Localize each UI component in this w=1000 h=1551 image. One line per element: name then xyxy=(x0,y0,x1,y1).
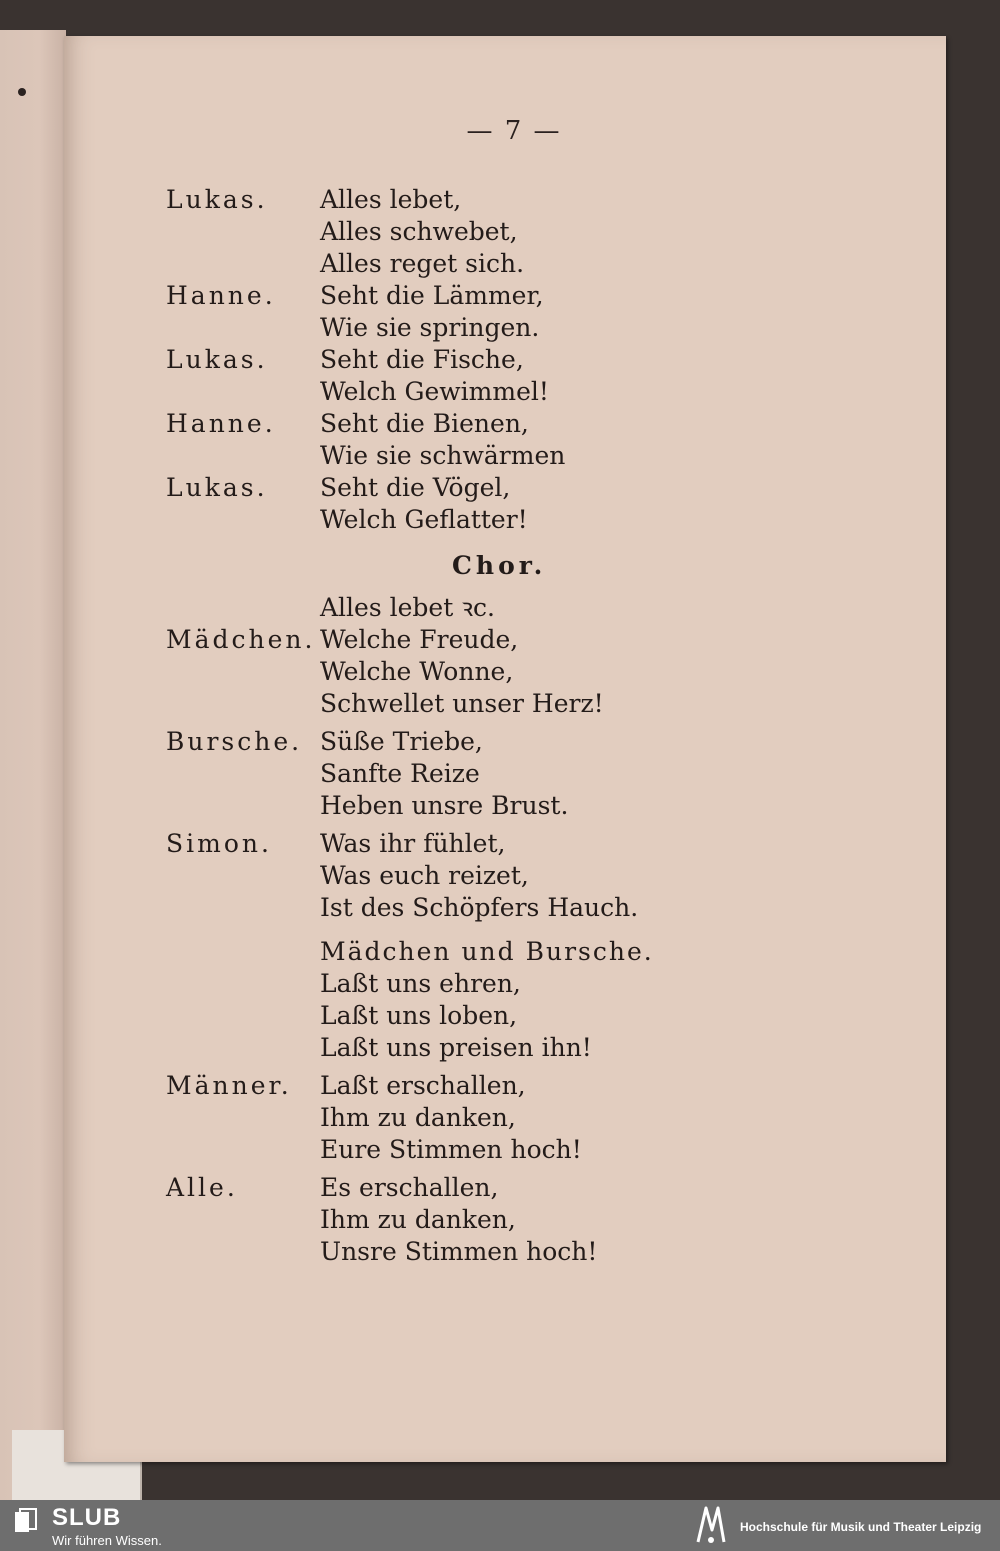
page-number: — 7 — xyxy=(466,116,562,146)
speaker-label: Alle. xyxy=(166,1173,238,1202)
speaker-label: Simon. xyxy=(166,829,272,858)
footer-bar xyxy=(0,1500,1000,1551)
verse-line: Seht die Vögel, xyxy=(320,473,511,502)
speaker-label: Mädchen. xyxy=(166,625,316,654)
verse-line: Sanfte Reize xyxy=(320,759,480,788)
verse-line: Ihm zu danken, xyxy=(320,1205,516,1234)
speaker-label: Lukas. xyxy=(166,473,268,502)
verse-line: Welch Geflatter! xyxy=(320,505,528,534)
left-page-edge xyxy=(0,30,66,1500)
verse-line: Seht die Bienen, xyxy=(320,409,529,438)
verse-line: Laßt uns preisen ihn! xyxy=(320,1033,592,1062)
verse-line: Welche Wonne, xyxy=(320,657,514,686)
verse-line: Laßt uns ehren, xyxy=(320,969,521,998)
verse-line: Was euch reizet, xyxy=(320,861,529,890)
verse-line: Alles lebet, xyxy=(320,185,462,214)
verse-line: Welch Gewimmel! xyxy=(320,377,549,406)
slub-book-icon xyxy=(14,1508,38,1534)
verse-line: Mädchen und Bursche. xyxy=(320,937,654,966)
speaker-label: Bursche. xyxy=(166,727,303,756)
slub-name[interactable]: SLUB xyxy=(52,1504,122,1531)
hmt-logo-icon xyxy=(692,1502,730,1548)
verse-line: Laßt erschallen, xyxy=(320,1071,526,1100)
verse-line: Was ihr fühlet, xyxy=(320,829,506,858)
punch-hole xyxy=(18,88,26,96)
speaker-label: Männer. xyxy=(166,1071,292,1100)
verse-line: Alles lebet ꝛc. xyxy=(320,593,495,622)
verse-line: Schwellet unser Herz! xyxy=(320,689,604,718)
verse-line: Wie sie schwärmen xyxy=(320,441,566,470)
book-page xyxy=(64,36,946,1462)
slub-tagline: Wir führen Wissen. xyxy=(52,1533,162,1548)
verse-line: Welche Freude, xyxy=(320,625,519,654)
verse-line: Seht die Fische, xyxy=(320,345,524,374)
verse-line: Eure Stimmen hoch! xyxy=(320,1135,582,1164)
verse-line: Ihm zu danken, xyxy=(320,1103,516,1132)
verse-line: Seht die Lämmer, xyxy=(320,281,544,310)
hmt-name[interactable]: Hochschule für Musik und Theater Leipzig xyxy=(740,1520,982,1534)
section-heading: Chor. xyxy=(452,551,547,580)
verse-line: Alles schwebet, xyxy=(320,217,518,246)
verse-line: Süße Triebe, xyxy=(320,727,483,756)
verse-line: Es erschallen, xyxy=(320,1173,499,1202)
speaker-label: Hanne. xyxy=(166,281,276,310)
speaker-label: Lukas. xyxy=(166,185,268,214)
verse-line: Laßt uns loben, xyxy=(320,1001,518,1030)
speaker-label: Lukas. xyxy=(166,345,268,374)
verse-line: Unsre Stimmen hoch! xyxy=(320,1237,598,1266)
verse-line: Heben unsre Brust. xyxy=(320,791,569,820)
verse-line: Alles reget sich. xyxy=(320,249,525,278)
verse-line: Ist des Schöpfers Hauch. xyxy=(320,893,639,922)
verse-line: Wie sie springen. xyxy=(320,313,540,342)
speaker-label: Hanne. xyxy=(166,409,276,438)
